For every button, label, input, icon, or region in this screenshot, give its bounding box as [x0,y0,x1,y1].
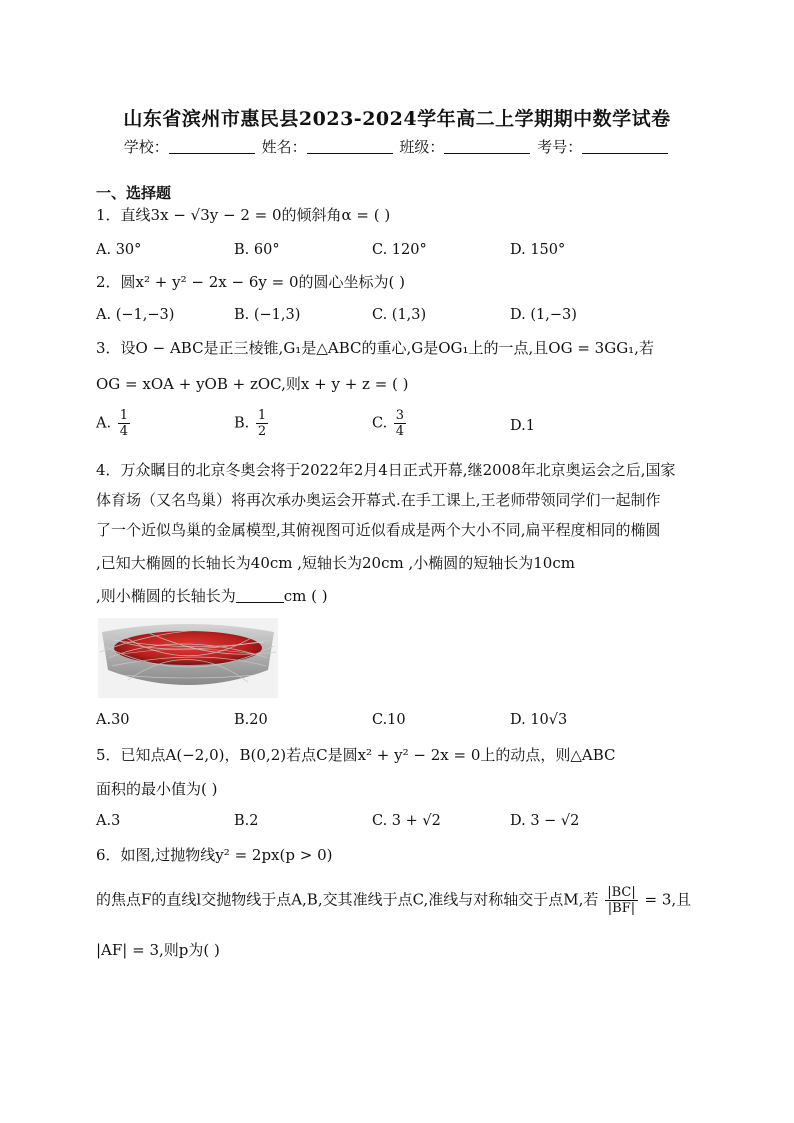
q2-option-d[interactable]: D. (1,−3) [510,307,577,323]
question-3-line-1: 3．设O − ABC是正三棱锥,G₁是△ABC的重心,G是OG₁上的一点,且OG = 3GG₁,若 [96,339,654,357]
q1-option-d[interactable]: D. 150° [510,242,566,258]
q5-option-c[interactable]: C. 3 + √2 [372,813,441,829]
q3-option-b-fraction: $\frac{1}{2}$ [257,408,267,439]
exam-number-blank[interactable] [582,139,668,154]
class-blank[interactable] [444,139,530,154]
q3-option-a-letter: A. [96,415,112,432]
q1-option-b[interactable]: B. 60° [234,242,280,258]
question-4-line-4: ,已知大椭圆的长轴长为40cm ,短轴长为20cm ,小椭圆的短轴长为10cm [96,554,575,572]
answer-blank [236,588,284,603]
q3-option-c-fraction: $\frac{3}{4}$ [395,408,405,439]
bc-over-bf-fraction: $\frac{|BC|}{|BF|}$ [607,885,636,916]
q4-option-c[interactable]: C.10 [372,712,406,728]
student-info-line [0,136,794,157]
q3-option-a-fraction: $\frac{1}{4}$ [119,408,128,439]
question-5-line-1: 5．已知点A(−2,0)，B(0,2)若点C是圆x² + y² − 2x = 0上的动点，则△ABC [96,746,616,764]
class-label: 班级： [399,138,445,156]
q1-option-a[interactable]: A. 30° [96,242,142,258]
question-5-line-2: 面积的最小值为( ) [96,780,218,798]
question-3-line-2: OG = xOA + yOB + zOC,则x + y + z = ( ) [96,375,409,393]
q4-option-b[interactable]: B.20 [234,712,268,728]
question-4-line-2: 体育场（又名鸟巢）将再次承办奥运会开幕式.在手工课上,王老师带领同学们一起制作 [96,491,661,509]
q5-option-d[interactable]: D. 3 − √2 [510,813,580,829]
q5-option-a[interactable]: A.3 [96,813,121,829]
q2-option-a[interactable]: A. (−1,−3) [96,307,175,323]
school-blank[interactable] [169,139,255,154]
q3-option-c-letter: C. [372,415,388,432]
question-4-line-1: 4．万众瞩目的北京冬奥会将于2022年2月4日正式开幕,继2008年北京奥运会之后,国家 [96,461,676,479]
q3-option-b-letter: B. [234,415,250,432]
question-6-line-2: 的焦点F的直线l交抛物线于点A,B,交其准线于点C,准线与对称轴交于点M,若 $\frac{|BC|}{|BF|}$ = 3,且 [96,885,692,916]
q2-option-c[interactable]: C. (1,3) [372,307,427,323]
bird-nest-model-image [98,618,278,698]
q4-option-d[interactable]: D. 10√3 [510,712,568,728]
question-2-stem: 2．圆x² + y² − 2x − 6y = 0的圆心坐标为( ) [96,273,405,291]
q3-option-d[interactable]: D.1 [510,418,535,434]
q3-option-a[interactable] [96,408,132,439]
question-4-line-3: 了一个近似鸟巢的金属模型,其俯视图可近似看成是两个大小不同,扁平程度相同的椭圆 [96,521,661,539]
question-6-line-1: 6．如图,过抛物线y² = 2px(p > 0) [96,846,333,864]
q3-option-b[interactable] [234,408,270,439]
section-title: 一、选择题 [96,184,172,202]
exam-title: 山东省滨州市惠民县2023-2024学年高二上学期期中数学试卷 [123,108,671,130]
name-label: 姓名： [261,138,307,156]
q5-option-b[interactable]: B.2 [234,813,259,829]
q4-option-a[interactable]: A.30 [96,712,130,728]
question-1-stem: 1．直线3x − √3y − 2 = 0的倾斜角α = ( ) [96,206,391,224]
exam-number-label: 考号： [537,138,583,156]
q2-option-b[interactable]: B. (−1,3) [234,307,301,323]
question-4-line-5: ,则小椭圆的长轴长为 cm ( ) [96,587,328,605]
q3-option-c[interactable] [372,408,408,439]
question-6-line-3: |AF| = 3,则p为( ) [96,941,220,959]
school-label: 学校： [123,138,169,156]
q1-option-c[interactable]: C. 120° [372,242,427,258]
name-blank[interactable] [307,139,393,154]
